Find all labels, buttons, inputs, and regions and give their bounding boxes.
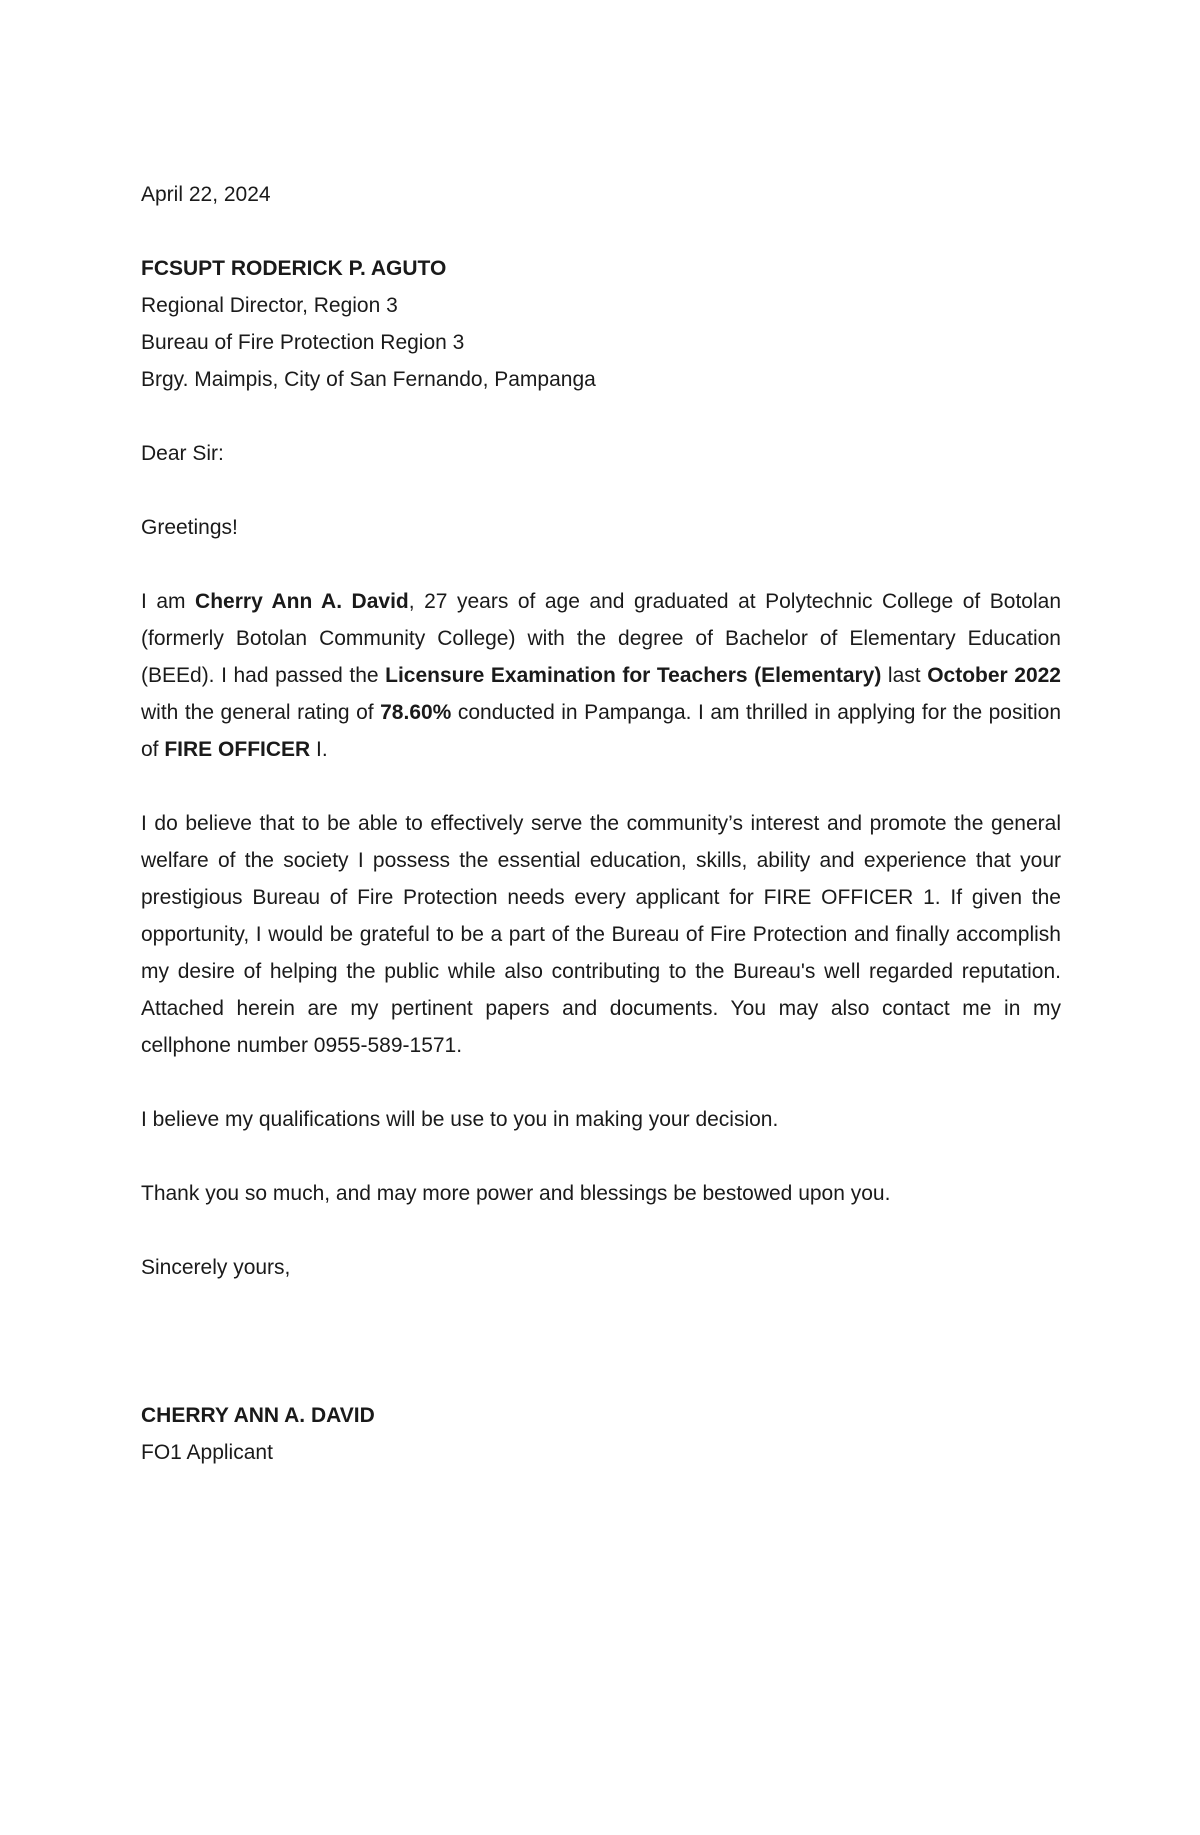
signature-role: FO1 Applicant [141,1441,273,1464]
recipient-name: FCSUPT RODERICK P. AGUTO [141,257,447,280]
exam-date: October 2022 [927,664,1061,687]
exam-name: Licensure Examination for Teachers (Elementary) [385,664,882,687]
letter-date: April 22, 2024 [141,183,271,206]
paragraph-introduction: I am Cherry Ann A. David, 27 years of age and graduated at Polytechnic College of Botolan (formerly Botolan Community College) with the degree of Bachelor of Elementary Education (BEEd). I had passed the Licensure Examination for Teachers (Elementary) last October 2022 with the general rating of 78.60% conducted in Pampanga. I am thrilled in applying for the position of FIRE OFFICER I. [141,590,1061,761]
recipient-office: Bureau of Fire Protection Region 3 [141,331,465,354]
exam-rating: 78.60% [380,701,452,724]
position-title: FIRE OFFICER [164,738,311,761]
recipient-address: Brgy. Maimpis, City of San Fernando, Pampanga [141,368,596,391]
applicant-name: Cherry Ann A. David [195,590,409,613]
paragraph-thanks: Thank you so much, and may more power and blessings be bestowed upon you. [141,1182,891,1205]
signature-name: CHERRY ANN A. DAVID [141,1404,375,1427]
closing: Sincerely yours, [141,1256,291,1279]
recipient-title: Regional Director, Region 3 [141,294,398,317]
letter-body [141,176,1061,1471]
greeting: Greetings! [141,516,238,539]
salutation: Dear Sir: [141,442,224,465]
paragraph-qualifications: I do believe that to be able to effectively serve the community’s interest and promote the general welfare of the society I possess the essential education, skills, ability and experience that your prestigious Bureau of Fire Protection needs every applicant for FIRE OFFICER 1. If given the opportunity, I would be grateful to be a part of the Bureau of Fire Protection and finally accomplish my desire of helping the public while also contributing to the Bureau's well regarded reputation. Attached herein are my pertinent papers and documents. You may also contact me in my cellphone number 0955-589-1571. [141,812,1061,1057]
paragraph-decision: I believe my qualifications will be use to you in making your decision. [141,1108,779,1131]
